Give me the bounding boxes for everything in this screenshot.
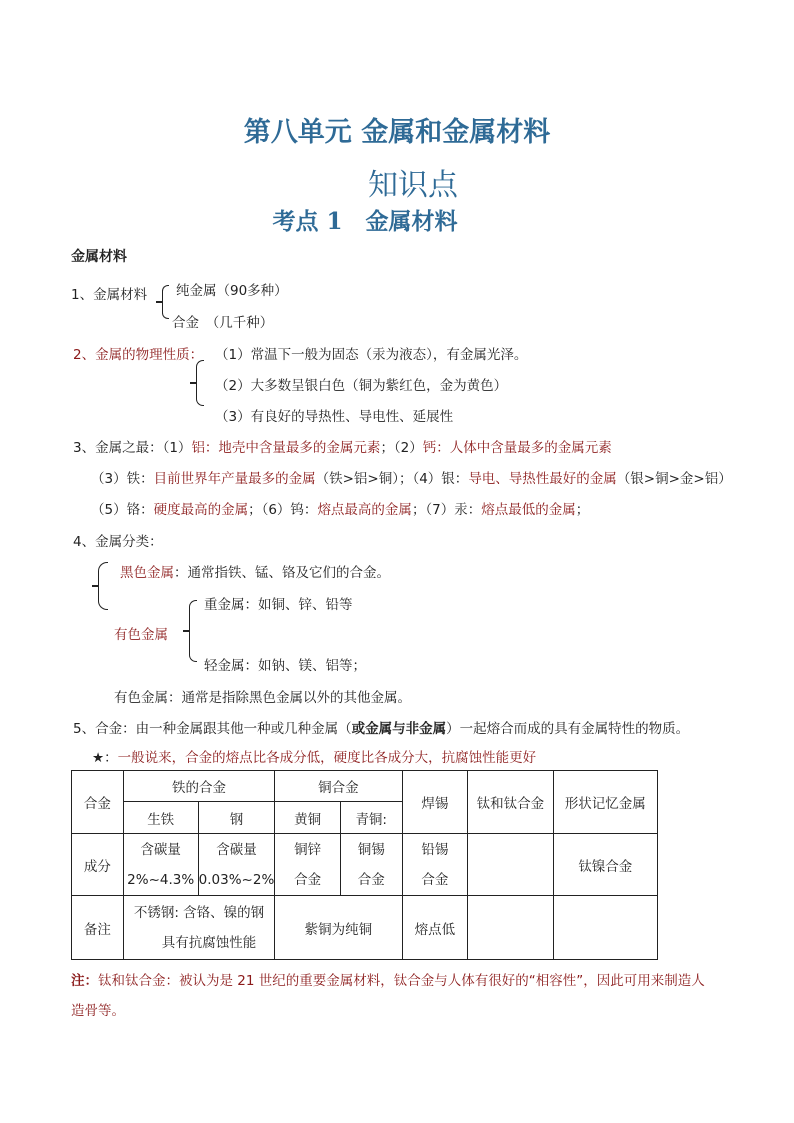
cell-copper-note: 紫铜为纯铜 <box>275 896 402 960</box>
item2-brace <box>196 360 204 406</box>
metal-fact-segment: 钙：人体中含量最多的金属元素 <box>422 440 612 456</box>
item4-heavy-metal: 重金属：如铜、锌、铅等 <box>204 597 353 613</box>
table-row <box>72 896 658 960</box>
solder-comp-line1: 铅锡 <box>421 841 449 858</box>
item3-row1 <box>73 436 612 456</box>
cell-solder-comp <box>402 834 468 896</box>
cell-steel-note <box>123 896 275 960</box>
item3-row3 <box>91 498 589 518</box>
metal-fact-segment: （银>铜>金>铝） <box>616 471 732 487</box>
star-marker: ★： <box>92 750 118 766</box>
table-row <box>72 771 658 802</box>
bronze-comp-line2: 合金 <box>357 871 385 888</box>
item2-label <box>73 343 203 363</box>
item3-prefix: 3、金属之最： <box>73 440 163 456</box>
item1-pure-metal: 纯金属（90多种） <box>176 283 288 299</box>
cell-bronze: 青铜: <box>340 802 402 834</box>
cell-titanium-comp <box>468 834 553 896</box>
pig-comp-line1: 含碳量 <box>140 841 181 858</box>
metal-fact-segment: 硬度最高的金属 <box>153 502 249 518</box>
cell-brass: 黄铜 <box>275 802 341 834</box>
brass-comp-line1: 铜锌 <box>294 841 322 858</box>
brass-comp-line2: 合金 <box>294 871 322 888</box>
item4-sub-brace <box>189 600 197 662</box>
item4-summary: 有色金属：通常是指除黑色金属以外的其他金属。 <box>114 690 411 706</box>
metal-fact-segment: 目前世界年产量最多的金属 <box>153 471 316 487</box>
item5-text-b: ）一起熔合而成的具有金属特性的物质。 <box>446 721 690 737</box>
knowledge-title: 知识点 <box>368 168 458 203</box>
cell-alloy-head: 合金 <box>72 771 124 834</box>
cell-steel: 钢 <box>198 802 275 834</box>
cell-copper-alloy: 铜合金 <box>275 771 402 802</box>
cell-shape-note <box>553 896 657 960</box>
cell-comp-head: 成分 <box>72 834 124 896</box>
metal-fact-segment: 熔点最高的金属 <box>317 502 412 518</box>
cell-note-head: 备注 <box>72 896 124 960</box>
cell-solder: 焊锡 <box>402 771 468 834</box>
black-metal-label: 黑色金属 <box>120 565 174 581</box>
item3-row1-content <box>163 440 612 456</box>
item5-star-note <box>92 746 536 766</box>
item1-brace <box>162 285 169 319</box>
metal-fact-segment: ；（6）钨： <box>248 502 318 518</box>
metal-fact-segment: 导电、导热性最好的金属 <box>468 471 617 487</box>
pig-comp-line2: 2%~4.3% <box>127 871 195 888</box>
steel-note-line2: 具有抗腐蚀性能 <box>161 934 257 951</box>
cell-steel-comp <box>198 834 275 896</box>
cell-pig-comp <box>123 834 198 896</box>
cell-titanium: 钛和钛合金 <box>468 771 553 834</box>
black-metal-desc: ：通常指铁、锰、铬及它们的合金。 <box>174 565 390 581</box>
metal-fact-segment: ；（7）汞： <box>411 502 482 518</box>
steel-note-line1: 不锈钢: 含铬、镍的钢 <box>133 904 265 921</box>
footnote-marker: 注： <box>71 973 98 989</box>
metal-fact-segment: （铁>铝>铜）；（4）银： <box>315 471 469 487</box>
item4-light-metal: 轻金属：如钠、镁、铝等； <box>204 658 366 674</box>
item1-label: 1、金属材料 <box>71 287 148 303</box>
item5-text-bold: 或金属与非金属 <box>351 721 447 737</box>
footnote-line1 <box>71 969 705 989</box>
item4-black-metal <box>120 561 390 581</box>
cell-pig-iron: 生铁 <box>123 802 198 834</box>
cell-shape-memory: 形状记忆金属 <box>553 771 657 834</box>
cell-brass-comp <box>275 834 341 896</box>
metal-fact-segment: ；（2） <box>380 440 423 456</box>
metal-fact-segment: 熔点最低的金属 <box>481 502 576 518</box>
alloy-table <box>71 770 658 960</box>
item3-row2 <box>91 467 732 487</box>
metal-fact-segment: （5）铬： <box>91 502 154 518</box>
item1-alloy: 合金 （几千种） <box>172 315 274 331</box>
bronze-comp-line1: 铜锡 <box>357 841 385 858</box>
item2-prop1: （1）常温下一般为固态（汞为液态），有金属光泽。 <box>215 347 528 363</box>
item2-prop2: （2）大多数呈银白色（铜为紫红色，金为黄色） <box>215 378 508 394</box>
metal-fact-segment: 铝：地壳中含量最多的金属元素 <box>191 440 381 456</box>
item2-prop3: （3）有良好的导热性、导电性、延展性 <box>215 409 454 425</box>
cell-titanium-note <box>468 896 553 960</box>
topic-title: 考点 1 金属材料 <box>272 208 458 235</box>
item2-label-text: 2、金属的物理性质： <box>73 347 204 363</box>
item4-label: 4、金属分类： <box>73 534 163 550</box>
footnote-line2: 造骨等。 <box>71 1003 125 1019</box>
solder-comp-line2: 合金 <box>421 871 449 888</box>
table-row <box>72 834 658 896</box>
item4-brace <box>98 562 108 610</box>
steel-comp-line2: 0.03%~2% <box>198 871 275 888</box>
metal-fact-segment: （1） <box>162 440 192 456</box>
cell-solder-note: 熔点低 <box>402 896 468 960</box>
steel-comp-line1: 含碳量 <box>216 841 257 858</box>
item5-definition <box>73 717 689 737</box>
cell-bronze-comp <box>340 834 402 896</box>
section-heading: 金属材料 <box>71 249 127 265</box>
item4-color-metal-label: 有色金属 <box>114 627 168 643</box>
cell-shape-comp: 钛镍合金 <box>553 834 657 896</box>
unit-title: 第八单元 金属和金属材料 <box>243 117 551 148</box>
item5-text-a: 5、合金：由一种金属跟其他一种或几种金属（ <box>73 721 352 737</box>
star-text: 一般说来，合金的熔点比各成分低，硬度比各成分大，抗腐蚀性能更好 <box>117 750 537 766</box>
metal-fact-segment: （3）铁： <box>91 471 154 487</box>
metal-fact-segment: ； <box>575 502 590 518</box>
cell-iron-alloy: 铁的合金 <box>123 771 275 802</box>
footnote-text-1: 钛和钛合金：被认为是 21 世纪的重要金属材料，钛合金与人体有很好的“相容性”，因此可用来制造人 <box>98 973 705 989</box>
